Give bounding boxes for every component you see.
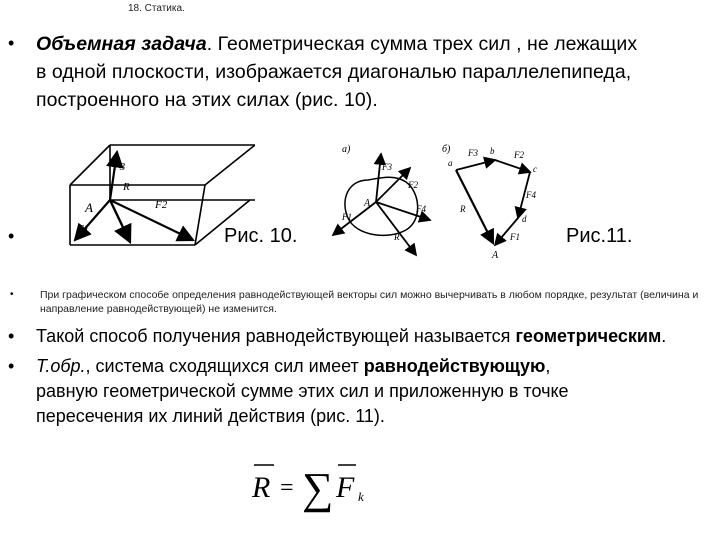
label-f1: F1 [342,212,352,222]
label-f3: F3 [382,162,392,172]
note-graphical-method: При графическом способе определения равнодействующей векторы сил можно вычерчивать в любом порядке, результат (величина и направление равнодействующей) не изменится. [40,289,699,315]
formula-f: F [336,471,355,504]
label-r: R [394,232,400,242]
label-point-a: A [492,250,499,261]
force-f2-arrow [376,168,410,202]
geometric-prefix: Такой способ получения равнодействующей называется [36,326,516,346]
bullet-4: • [8,326,15,346]
formula-sigma: ∑ [302,464,334,513]
resultant-r-arrow [110,200,130,242]
figure-11a-concurrent-forces [328,140,443,265]
force-f2-arrow [110,200,193,240]
bullet-3: • [10,289,14,300]
resultant-end: , [545,356,551,376]
label-c: c [533,164,537,174]
geometric-suffix: . [661,326,667,346]
label-f2: F2 [514,150,524,160]
caption-fig-10: Рис. 10. [224,225,298,247]
label-f2: F2 [408,180,418,190]
force-f3-arrow [110,152,117,200]
abbr-thus: Т.обр. [36,356,86,376]
paragraph-resultant [36,354,716,429]
resultant-r-arrow [376,202,416,255]
resultant-line-2: равную геометрической сумме этих сил и приложенную в точке [36,381,569,401]
term-geometric: геометрическим [515,326,662,346]
label-a: A [85,200,93,215]
bullet-2: • [8,226,15,246]
resultant-mid: , система сходящихся сил имеет [85,356,364,376]
label-f2: F2 [155,199,168,211]
label-f4: F4 [526,190,536,200]
force-f2-arrow [495,160,530,172]
label-f1: F1 [510,232,520,242]
label-r: R [123,181,130,193]
caption-fig-11: Рис.11. [566,225,633,247]
panel-b-label: б) [442,144,451,155]
label-r: R [460,204,466,214]
paragraph-line-2: в одной плоскости, изображается диагональю параллелепипеда, [36,61,632,83]
resultant-line-3: пересечения их линий действия (рис. 11). [36,406,385,426]
figure-11b-force-polygon [440,140,555,265]
label-f3: F3 [468,148,478,158]
paragraph-volumetric-task [36,30,716,114]
body-outline [345,177,418,235]
label-d: d [522,214,527,224]
formula-subscript-k: k [358,489,364,504]
formula-r: R [252,471,271,504]
formula-resultant-sum [250,455,380,515]
line1-text: . Геометрическая сумма трех сил , не лежащих [206,33,638,55]
label-point-a: A [364,198,371,209]
paragraph-line-3: построенного на этих силах (рис. 10). [36,89,378,111]
panel-a-label: а) [342,144,351,155]
label-b: b [490,146,495,156]
edge [70,145,110,185]
label-f1: F1 [77,223,90,235]
label-f3: F3 [113,161,126,173]
resultant-line-1 [36,354,716,379]
bullet-1: • [8,33,15,53]
force-f3-arrow [456,160,495,170]
bullet-5: • [8,356,15,376]
paragraph-line-1 [36,30,716,58]
term-resultant: равнодействующую [363,356,546,376]
term-volumetric-task: Объемная задача [36,33,207,55]
label-a: a [448,158,453,168]
edge [195,185,205,245]
paragraph-geometric-method [36,324,716,348]
label-f4: F4 [416,204,426,214]
formula-equals: = [280,475,294,501]
edge [205,145,255,185]
slide-header: 18. Статика. [128,3,185,14]
